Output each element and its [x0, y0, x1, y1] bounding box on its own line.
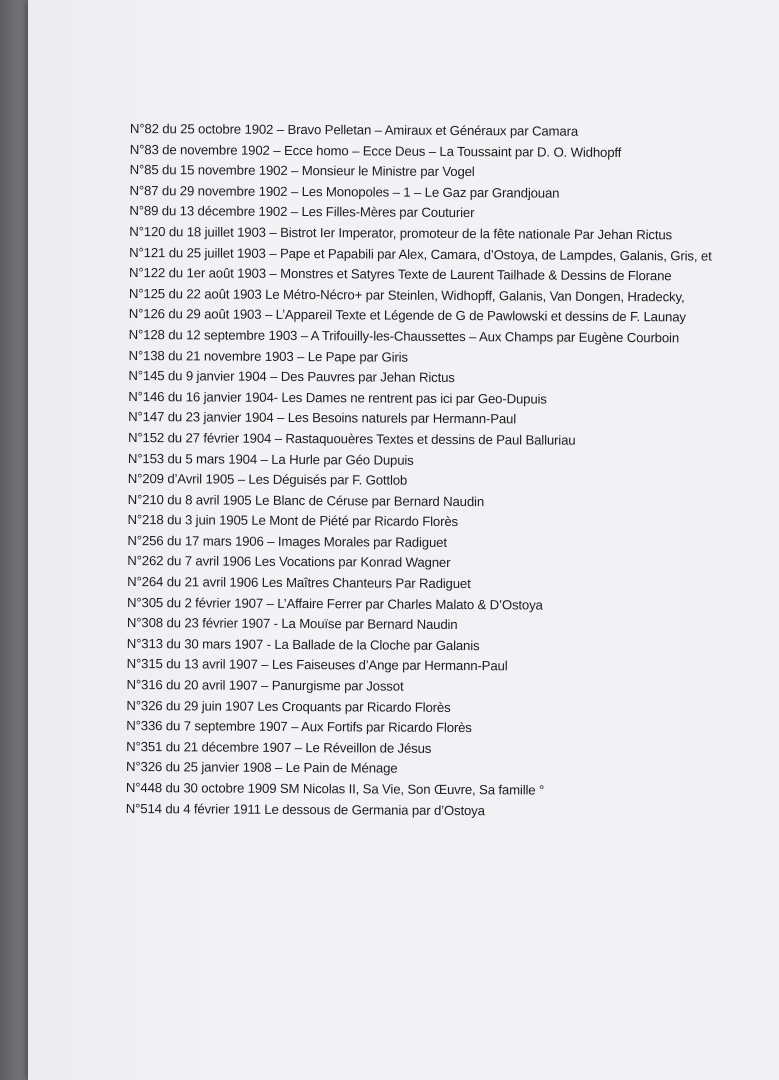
list-item: N°121 du 25 juillet 1903 – Pape et Papabili par Alex, Camara, d’Ostoya, de Lampdes, Galanis, Gris, et: [129, 244, 712, 264]
background-edge: [0, 0, 28, 1080]
list-item: N°145 du 9 janvier 1904 – Des Pauvres par Jehan Rictus: [128, 368, 455, 386]
list-item: N°315 du 13 avril 1907 – Les Faiseuses d’Ange par Hermann-Paul: [126, 656, 508, 674]
list-item: N°264 du 21 avril 1906 Les Maîtres Chanteurs Par Radiguet: [127, 574, 471, 592]
list-item: N°120 du 18 juillet 1903 – Bistrot Ier Imperator, promoteur de la fête nationale Par Jehan Rictus: [129, 223, 673, 243]
list-item: N°89 du 13 décembre 1902 – Les Filles-Mères par Couturier: [129, 203, 475, 221]
list-item: N°316 du 20 avril 1907 – Panurgisme par Jossot: [126, 677, 404, 694]
list-item: N°153 du 5 mars 1904 – La Hurle par Géo Dupuis: [127, 450, 414, 468]
list-item: N°126 du 29 août 1903 – L’Appareil Texte et Légende de G de Pawlowski et dessins de F. Launay: [128, 306, 686, 325]
list-item: N°210 du 8 avril 1905 Le Blanc de Céruse par Bernard Naudin: [127, 491, 485, 509]
list-item: N°85 du 15 novembre 1902 – Monsieur le Ministre par Vogel: [129, 162, 475, 180]
list-item: N°305 du 2 février 1907 – L’Affaire Ferrer par Charles Malato & D’Ostoya: [127, 594, 543, 613]
list-item: N°313 du 30 mars 1907 - La Ballade de la Cloche par Galanis: [126, 635, 480, 653]
list-item: N°326 du 25 janvier 1908 – Le Pain de Ménage: [125, 759, 398, 777]
issue-list: [126, 119, 779, 823]
list-item: N°146 du 16 janvier 1904- Les Dames ne rentrent pas ici par Geo-Dupuis: [128, 388, 547, 407]
list-item: N°514 du 4 février 1911 Le dessous de Germania par d’Ostoya: [125, 800, 485, 818]
list-item: N°308 du 23 février 1907 - La Mouïse par Bernard Naudin: [126, 615, 458, 633]
list-item: N°128 du 12 septembre 1903 – A Trifouilly-les-Chaussettes – Aux Champs par Eugène Courboin: [128, 326, 680, 346]
list-item: N°326 du 29 juin 1907 Les Croquants par Ricardo Florès: [126, 697, 451, 715]
list-item: N°83 de novembre 1902 – Ecce homo – Ecce Deus – La Toussaint par D. O. Widhopff: [129, 141, 622, 160]
list-item: N°122 du 1er août 1903 – Monstres et Satyres Texte de Laurent Tailhade & Dessins de Florane: [129, 265, 672, 284]
list-item: N°138 du 21 novembre 1903 – Le Pape par Giris: [128, 347, 408, 365]
list-item: N°218 du 3 juin 1905 Le Mont de Piété par Ricardo Florès: [127, 512, 459, 530]
list-item: N°209 d’Avril 1905 – Les Déguisés par F. Gottlob: [127, 471, 408, 488]
list-item: N°256 du 17 mars 1906 – Images Morales par Radiguet: [127, 532, 447, 550]
list-item: N°336 du 7 septembre 1907 – Aux Fortifs par Ricardo Florès: [126, 718, 472, 736]
list-item: N°82 du 25 octobre 1902 – Bravo Pelletan – Amiraux et Généraux par Camara: [129, 120, 579, 139]
list-item: N°125 du 22 août 1903 Le Métro-Nécro+ par Steinlen, Widhopff, Galanis, Van Dongen, Hradecky,: [128, 285, 685, 305]
list-item: N°152 du 27 février 1904 – Rastaquouères Textes et dessins de Paul Balluriau: [128, 429, 576, 448]
document-page: [28, 0, 779, 1080]
list-item: N°87 du 29 novembre 1902 – Les Monopoles – 1 – Le Gaz par Grandjouan: [129, 182, 560, 201]
list-item: N°262 du 7 avril 1906 Les Vocations par Konrad Wagner: [127, 553, 451, 571]
list-item: N°351 du 21 décembre 1907 – Le Réveillon de Jésus: [126, 738, 432, 756]
list-item: N°147 du 23 janvier 1904 – Les Besoins naturels par Hermann-Paul: [128, 409, 517, 427]
list-item: N°448 du 30 octobre 1909 SM Nicolas II, Sa Vie, Son Œuvre, Sa famille °: [125, 779, 545, 798]
